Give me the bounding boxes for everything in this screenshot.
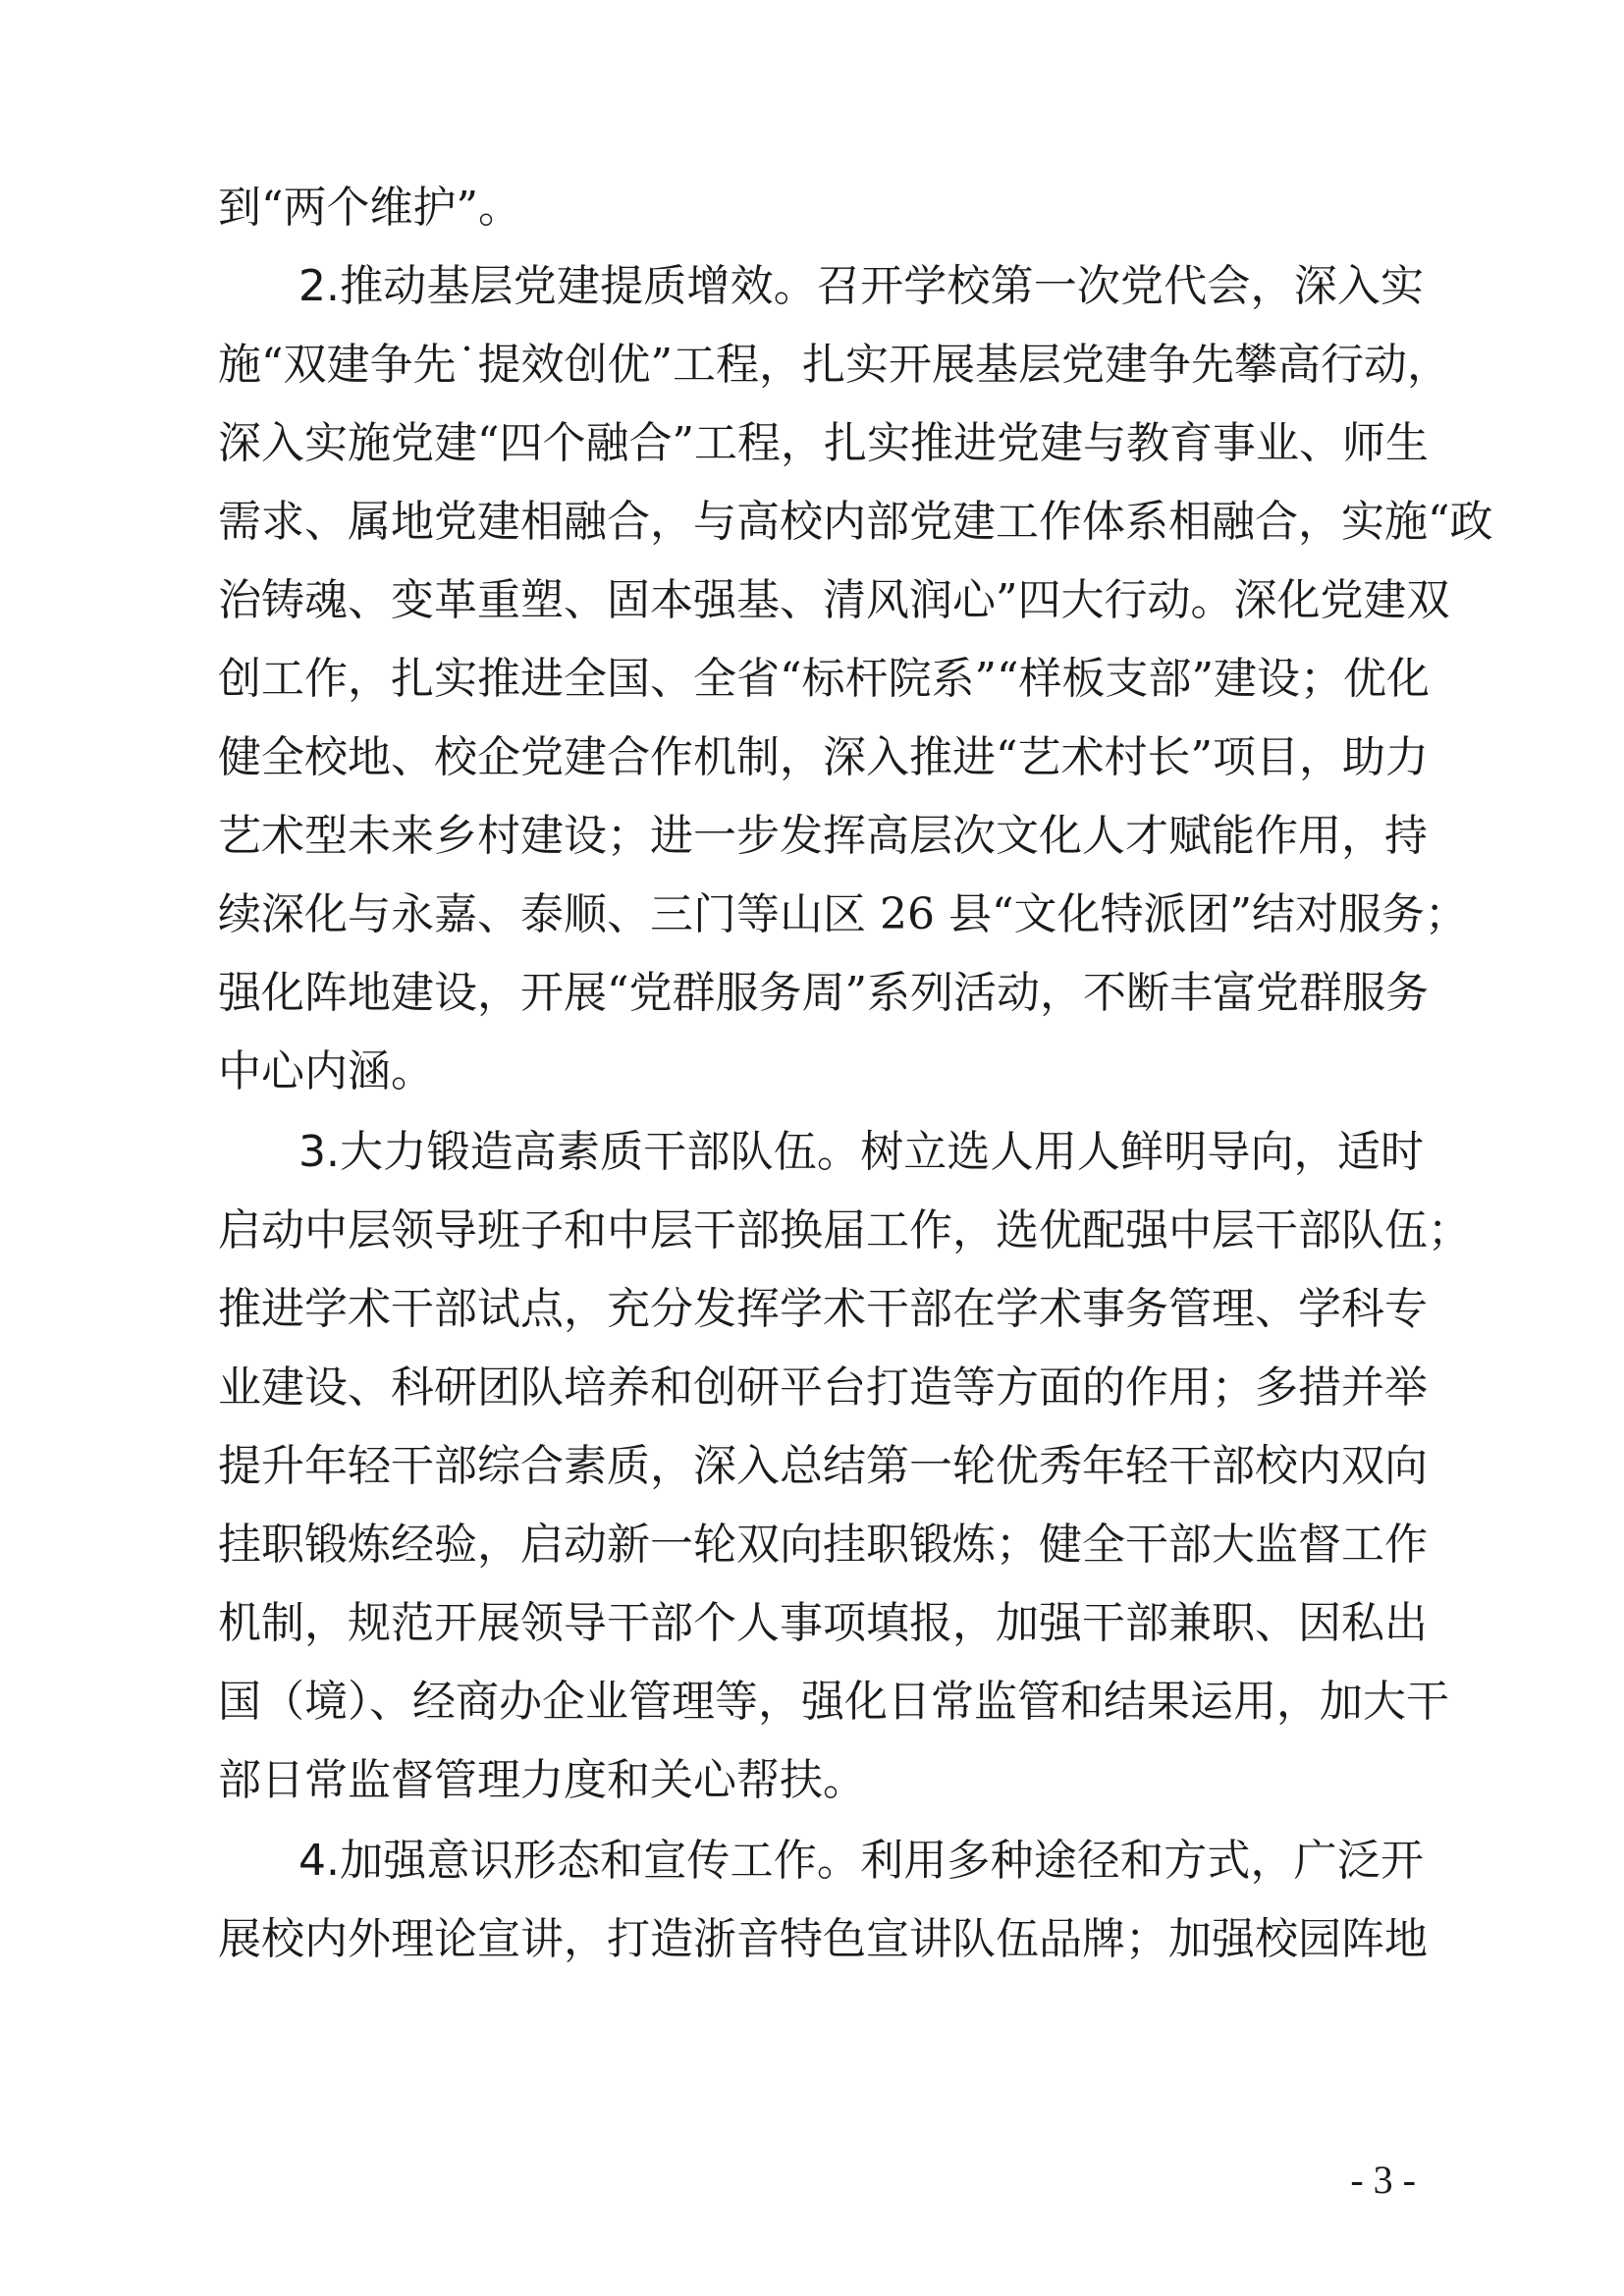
paragraph-text: 树立选人用人鲜明导向，适时 <box>860 1127 1425 1177</box>
paragraph-line: 展校内外理论宣讲，打造浙音特色宣讲队伍品牌；加强校园阵地 <box>218 1914 1428 1964</box>
paragraph-line: 治铸魂、变革重塑、固本强基、清风润心”四大行动。深化党建双 <box>218 575 1450 625</box>
section-first-line <box>298 1822 1424 1900</box>
paragraph-text: 利用多种途径和方式，广泛开 <box>860 1836 1425 1886</box>
paragraph-line: 深入实施党建“四个融合”工程，扎实推进党建与教育事业、师生 <box>218 418 1429 468</box>
paragraph-line: 部日常监督管理力度和关心帮扶。 <box>218 1755 866 1805</box>
page-number: - 3 - <box>1350 2158 1416 2202</box>
paragraph-line: 国（境）、经商办企业管理等，强化日常监管和结果运用，加大干 <box>218 1677 1449 1727</box>
section-first-line <box>298 247 1424 326</box>
paragraph-line: 业建设、科研团队培养和创研平台打造等方面的作用；多措并举 <box>218 1362 1428 1413</box>
paragraph-line: 健全校地、校企党建合作机制，深入推进“艺术村长”项目，助力 <box>218 732 1429 782</box>
paragraph-line: 续深化与永嘉、泰顺、三门等山区 26 县“文化特派团”结对服务； <box>218 889 1468 939</box>
paragraph-line: 提升年轻干部综合素质，深入总结第一轮优秀年轻干部校内双向 <box>218 1441 1428 1491</box>
paragraph-line: 施“双建争先˙提效创优”工程，扎实开展基层党建争先攀高行动， <box>218 340 1450 390</box>
paragraph-line: 启动中层领导班子和中层干部换届工作，选优配强中层干部队伍； <box>218 1205 1471 1255</box>
section-first-line <box>298 1113 1424 1192</box>
section-heading: 2.推动基层党建提质增效。 <box>298 261 817 311</box>
paragraph-line: 挂职锻炼经验，启动新一轮双向挂职锻炼；健全干部大监督工作 <box>218 1520 1428 1570</box>
paragraph-line: 中心内涵。 <box>218 1046 434 1096</box>
section-heading: 3.大力锻造高素质干部队伍。 <box>298 1127 861 1177</box>
paragraph-line: 创工作，扎实推进全国、全省“标杆院系”“样板支部”建设；优化 <box>218 654 1430 704</box>
paragraph-text: 召开学校第一次党代会，深入实 <box>816 261 1425 311</box>
paragraph-line: 到“两个维护”。 <box>218 183 521 233</box>
paragraph-line: 推进学术干部试点，充分发挥学术干部在学术事务管理、学科专 <box>218 1284 1428 1334</box>
paragraph-line: 强化阵地建设，开展“党群服务周”系列活动，不断丰富党群服务 <box>218 968 1429 1018</box>
section-heading: 4.加强意识形态和宣传工作。 <box>298 1836 861 1886</box>
paragraph-line: 机制，规范开展领导干部个人事项填报，加强干部兼职、因私出 <box>218 1598 1428 1648</box>
paragraph-line: 艺术型未来乡村建设；进一步发挥高层次文化人才赋能作用，持 <box>218 811 1428 861</box>
paragraph-line: 需求、属地党建相融合，与高校内部党建工作体系相融合，实施“政 <box>218 497 1493 547</box>
